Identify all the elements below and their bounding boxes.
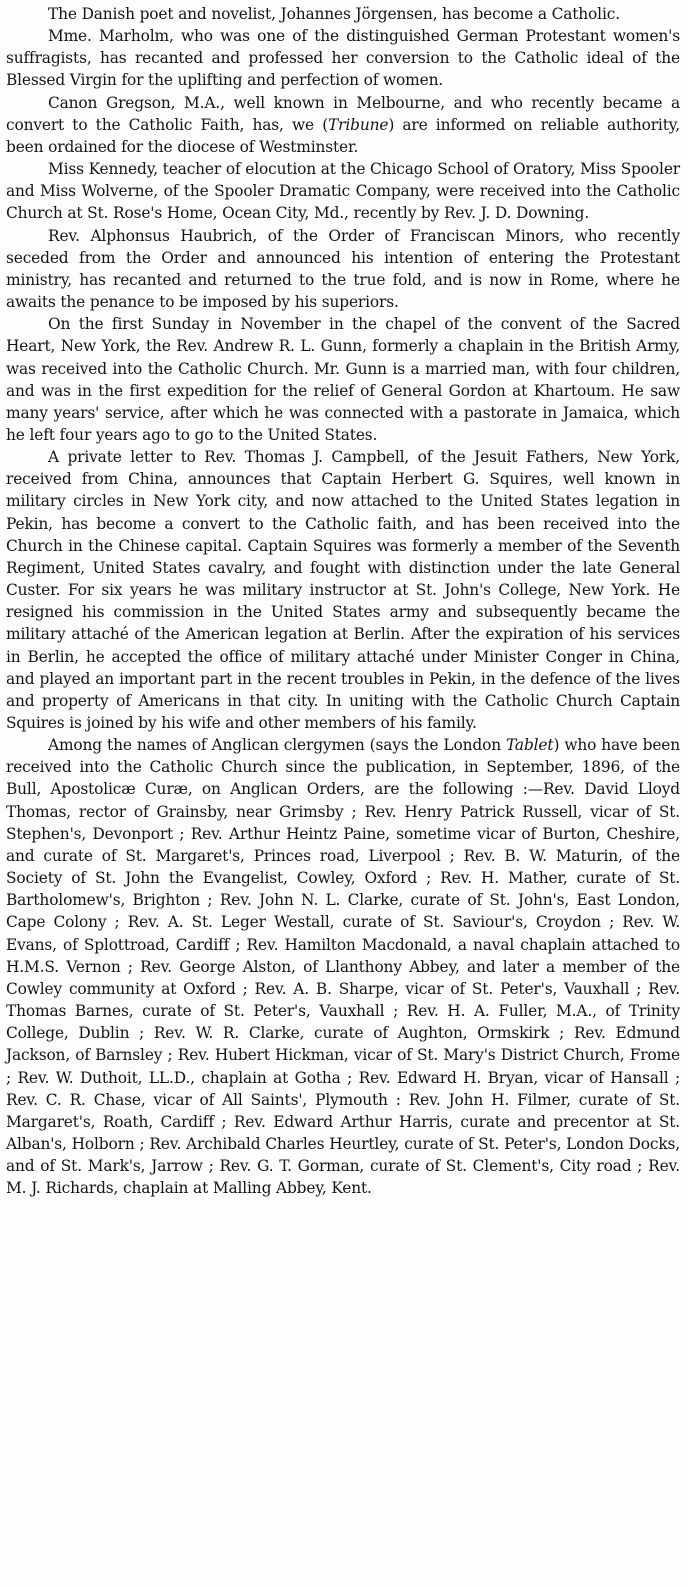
paragraph-gregson <box>6 92 680 158</box>
paragraph-haubrich <box>6 225 680 314</box>
text-run: Among the names of Anglican clergymen (says the London <box>48 736 507 755</box>
text-run: Canon Gregson, M.A., well known in Melbourne, and who recently became a convert to the Catholic Faith, has, we ( <box>6 93 680 134</box>
text-run: A private letter to Rev. Thomas J. Campbell, of the Jesuit Fathers, New York, received from China, announces that Captain Herbert G. Squires, well known in military circles in New York city, and now attached to the United States legation in Pekin, has become a convert to the Catholic faith, and has been received into the Church in the Chinese capital. Captain Squires was formerly a member of the Seventh Regiment, United States cavalry, and fought with distinction under the late General Custer. For six years he was military instructor at St. John's College, New York. He resigned his commission in the United States army and subsequently became the military attaché of the American legation at Berlin. After the expiration of his services in Berlin, he accepted the office of military attaché under Minister Conger in China, and played an important part in the recent troubles in Pekin, in the defence of the lives and property of Americans in that city. In uniting with the Catholic Church Captain Squires is joined by his wife and other members of his family. <box>6 448 680 732</box>
italic-citation: Tablet <box>506 736 554 755</box>
paragraph-gunn <box>6 313 680 446</box>
paragraph-marholm <box>6 25 680 91</box>
text-run: Rev. Alphonsus Haubrich, of the Order of Franciscan Minors, who recently seceded from the Order and announced his intention of entering the Protestant ministry, has recanted and returned to the true fold, and is now in Rome, where he awaits the penance to be imposed by his superiors. <box>6 226 680 312</box>
paragraph-kennedy <box>6 158 680 224</box>
text-run: Miss Kennedy, teacher of elocution at the Chicago School of Oratory, Miss Spooler and Miss Wolverne, of the Spooler Dramatic Company, were received into the Catholic Church at St. Rose's Home, Ocean City, Md., recently by Rev. J. D. Downing. <box>6 160 680 223</box>
italic-citation: Tribune <box>328 115 389 134</box>
paragraph-anglican-clergymen <box>6 734 680 1199</box>
text-run: ) who have been received into the Catholic Church since the publication, in September, 1896, of the Bull, Apostolicæ Curæ, on Anglican Orders, are the following :—Rev. David Lloyd Thomas, rector of Grainsby, near Grimsby ; Rev. Henry Patrick Russell, vicar of St. Stephen's, Devonport ; Rev. Arthur Heintz Paine, sometime vicar of Burton, Cheshire, and curate of St. Margaret's, Princes road, Liverpool ; Rev. B. W. Maturin, of the Society of St. John the Evangelist, Cowley, Oxford ; Rev. H. Mather, curate of St. Bartholomew's, Brighton ; Rev. John N. L. Clarke, curate of St. John's, East London, Cape Colony ; Rev. A. St. Leger Westall, curate of St. Saviour's, Croydon ; Rev. W. Evans, of Splottroad, Cardiff ; Rev. Hamilton Macdonald, a naval chaplain attached to H.M.S. Vernon ; Rev. George Alston, of Llanthony Abbey, and later a member of the Cowley community at Oxford ; Rev. A. B. Sharpe, vicar of St. Peter's, Vauxhall ; Rev. Thomas Barnes, curate of St. Peter's, Vauxhall ; Rev. H. A. Fuller, M.A., of Trinity College, Dublin ; Rev. W. R. Clarke, curate of Aughton, Ormskirk ; Rev. Edmund Jackson, of Barnsley ; Rev. Hubert Hickman, vicar of St. Mary's District Church, Frome ; Rev. W. Duthoit, LL.D., chaplain at Gotha ; Rev. Edward H. Bryan, vicar of Hansall ; Rev. C. R. Chase, vicar of All Saints', Plymouth : Rev. John H. Filmer, curate of St. Margaret's, Roath, Cardiff ; Rev. Edward Arthur Harris, curate and precentor at St. Alban's, Holborn ; Rev. Archibald Charles Heurtley, curate of St. Peter's, London Docks, and of St. Mark's, Jarrow ; Rev. G. T. Gorman, curate of St. Clement's, City road ; Rev. M. J. Richards, chaplain at Malling Abbey, Kent. <box>6 736 681 1198</box>
text-run: On the first Sunday in November in the chapel of the convent of the Sacred Heart, New York, the Rev. Andrew R. L. Gunn, formerly a chaplain in the British Army, was received into the Catholic Church. Mr. Gunn is a married man, with four children, and was in the first expedition for the relief of General Gordon at Khartoum. He saw many years' service, after which he was connected with a pastorate in Jamaica, which he left four years ago to go to the United States. <box>6 315 680 444</box>
paragraph-jorgensen <box>6 3 680 25</box>
text-run: ) are informed on reliable authority, been ordained for the diocese of Westminster. <box>6 115 680 156</box>
text-run: The Danish poet and novelist, Johannes Jörgensen, has become a Catholic. <box>48 5 620 23</box>
text-run: Mme. Marholm, who was one of the distinguished German Protestant women's suffragists, has recanted and professed her conversion to the Catholic ideal of the Blessed Virgin for the uplifting and perfection of women. <box>6 27 680 90</box>
paragraph-squires <box>6 446 680 734</box>
